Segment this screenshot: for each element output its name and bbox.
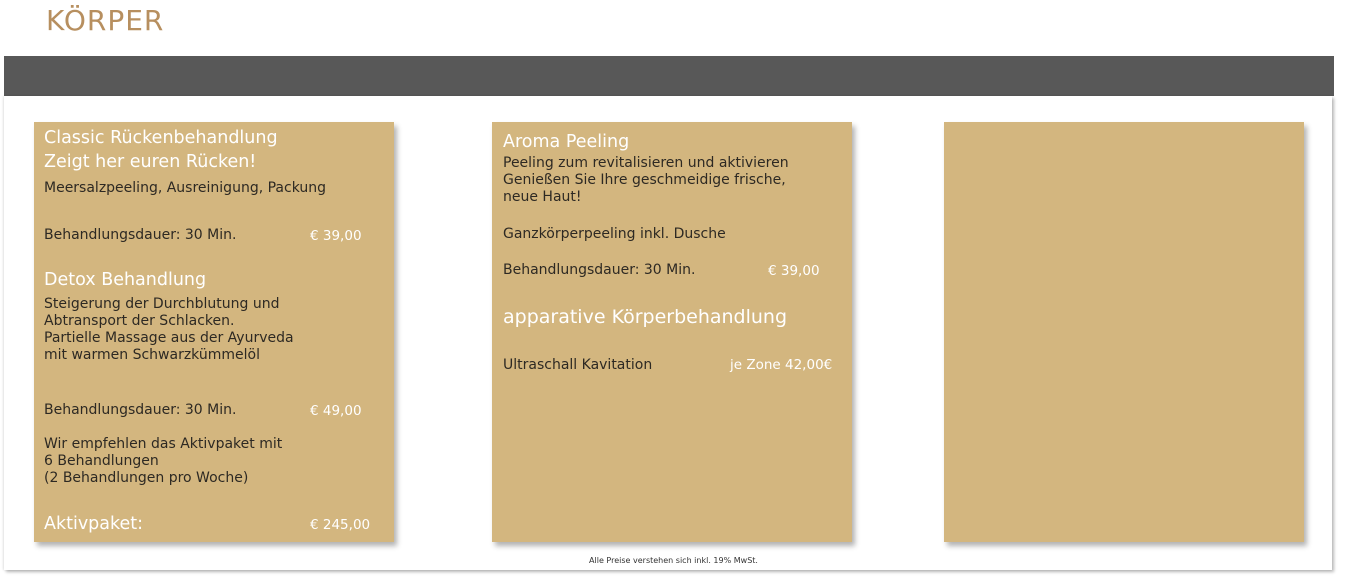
card-subheading: Zeigt her euren Rücken!: [44, 152, 257, 172]
card-heading: Classic Rückenbehandlung: [44, 128, 278, 148]
detox-line: Abtransport der Schlacken.: [44, 313, 235, 329]
package-label: Aktivpaket:: [44, 514, 144, 534]
detox-line: mit warmen Schwarzkümmelöl: [44, 347, 260, 363]
service-name: Ultraschall Kavitation: [503, 357, 653, 373]
recommend-line: Wir empfehlen das Aktivpaket mit: [44, 436, 283, 452]
page-title: KÖRPER: [46, 4, 165, 37]
service-price: je Zone 42,00€: [730, 357, 833, 373]
treatment-card-back: [34, 122, 394, 542]
card-line: Genießen Sie Ihre geschmeidige frische,: [503, 172, 786, 188]
card-heading: Aroma Peeling: [503, 132, 630, 152]
card-line: neue Haut!: [503, 189, 582, 205]
vat-footnote: Alle Preise verstehen sich inkl. 19% MwSt.: [589, 556, 758, 565]
price-text: € 39,00: [310, 228, 362, 244]
detox-duration: Behandlungsdauer: 30 Min.: [44, 402, 237, 418]
package-price: € 245,00: [310, 517, 371, 533]
recommend-line: 6 Behandlungen: [44, 453, 159, 469]
detox-line: Partielle Massage aus der Ayurveda: [44, 330, 294, 346]
card-description: Meersalzpeeling, Ausreinigung, Packung: [44, 180, 327, 196]
detox-heading: Detox Behandlung: [44, 270, 207, 290]
duration-text: Behandlungsdauer: 30 Min.: [503, 262, 696, 278]
detox-price: € 49,00: [310, 403, 362, 419]
card-extra: Ganzkörperpeeling inkl. Dusche: [503, 226, 726, 242]
price-text: € 39,00: [768, 263, 820, 279]
recommend-line: (2 Behandlungen pro Woche): [44, 470, 249, 486]
treatment-card-empty: [944, 122, 1304, 542]
detox-line: Steigerung der Durchblutung und: [44, 296, 280, 312]
section-heading: apparative Körperbehandlung: [503, 306, 788, 328]
header-bar: [4, 56, 1334, 96]
duration-text: Behandlungsdauer: 30 Min.: [44, 227, 237, 243]
card-line: Peeling zum revitalisieren und aktivieren: [503, 155, 789, 171]
treatment-card-peeling: [492, 122, 852, 542]
